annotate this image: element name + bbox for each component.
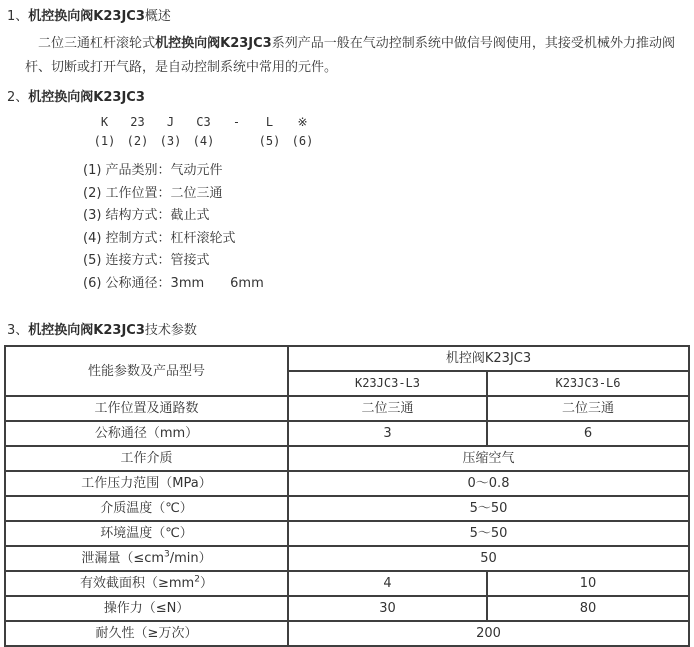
section3-number: 3、: [7, 323, 29, 338]
code-index: (3): [159, 134, 182, 148]
table-row: [5, 471, 689, 496]
spec-list: [83, 160, 688, 295]
section2-title-bold: 机控换向阀K23JC3: [28, 90, 145, 105]
row-value: 4: [288, 571, 487, 596]
row-value: 二位三通: [487, 396, 689, 421]
row-label: 介质温度（℃）: [5, 496, 288, 521]
section1-title-rest: 概述: [144, 9, 171, 24]
row-label: 泄漏量$(\le cm^3/\min)$: [5, 546, 288, 571]
technical-parameters-table: [4, 345, 690, 647]
row-value: 80: [487, 596, 689, 621]
row-label: 耐久性（≥万次）: [5, 621, 288, 646]
row-value: 0～0.8: [288, 471, 689, 496]
code-part: J: [166, 115, 175, 129]
section2-number: 2、: [7, 90, 29, 105]
table-body: [5, 396, 689, 646]
model-cell: K23JC3-L3: [288, 371, 487, 396]
spec-item: (6) 公称通径：3mm 6mm: [83, 275, 264, 291]
row-label: 环境温度（℃）: [5, 521, 288, 546]
row-value: 5～50: [288, 496, 689, 521]
section1-number: 1、: [7, 9, 29, 24]
superscript: 3: [164, 549, 170, 560]
table-row: [5, 521, 689, 546]
row-label: 操作力（≤N）: [5, 596, 288, 621]
model-code-index-row: [88, 132, 688, 151]
overview-paragraph: [25, 32, 675, 80]
para-pre: 二位三通杠杆滚轮式: [38, 36, 156, 51]
code-index: (2): [126, 134, 149, 148]
table-row: [5, 446, 689, 471]
table-row: [5, 546, 689, 571]
section2-heading: [7, 89, 688, 106]
row-value: 3: [288, 421, 487, 446]
superscript: 2: [194, 574, 200, 585]
section3-title-rest: 技术参数: [144, 323, 197, 338]
section3-title-bold: 机控换向阀K23JC3: [28, 323, 145, 338]
section1-heading: [7, 8, 688, 25]
table-row: [5, 396, 689, 421]
code-part: 23: [130, 115, 145, 129]
model-code-row: [88, 113, 688, 132]
table-row: [5, 596, 689, 621]
row-value: 10: [487, 571, 689, 596]
code-part: K: [100, 115, 109, 129]
spec-item: (4) 控制方式：杠杆滚轮式: [83, 230, 236, 246]
code-index: [220, 132, 253, 151]
code-index: (5): [258, 134, 281, 148]
table-row: [5, 421, 689, 446]
row-value: 200: [288, 621, 689, 646]
spec-item: (5) 连接方式：管接式: [83, 253, 210, 268]
table-row: [5, 571, 689, 596]
code-index: (1): [93, 134, 116, 148]
row-label: 工作压力范围（MPa）: [5, 471, 288, 496]
spec-item: (2) 工作位置：二位三通: [83, 185, 223, 201]
row-value: 30: [288, 596, 487, 621]
header-group: [288, 346, 689, 371]
row-label: 公称通径（mm）: [5, 421, 288, 446]
row-value: 压缩空气: [288, 446, 689, 471]
code-part: C3: [196, 115, 211, 129]
code-index: (6): [291, 134, 314, 148]
row-value: 5～50: [288, 521, 689, 546]
model-code-diagram: [88, 113, 688, 151]
model-cell: K23JC3-L6: [487, 371, 689, 396]
code-part: L: [265, 115, 274, 129]
code-part: ※: [297, 115, 308, 129]
row-value: 6: [487, 421, 689, 446]
header-group-label: 机控阀K23JC3: [445, 351, 532, 366]
row-value: 二位三通: [288, 396, 487, 421]
para-post: 系列产品一般在气动控制系统中做信号阀使用，其接受机械外力推动阀杆、切断或打开气路，是自动控制系统中常用的元件。: [25, 36, 675, 75]
code-part: -: [232, 115, 241, 129]
spec-item: (3) 结构方式：截止式: [83, 208, 210, 223]
spec-item: (1) 产品类别：气动元件: [83, 163, 223, 178]
table-row: [5, 496, 689, 521]
table-header-row: [5, 346, 689, 371]
row-value: 50: [288, 546, 689, 571]
row-label: 工作介质: [5, 446, 288, 471]
section1-title-bold: 机控换向阀K23JC3: [28, 9, 145, 24]
section3-heading: [7, 322, 688, 339]
code-index: (4): [192, 134, 215, 148]
row-label: 有效截面积$(\ge mm^2)$: [5, 571, 288, 596]
table-row: [5, 621, 689, 646]
header-col1: 性能参数及产品型号: [5, 346, 288, 396]
para-bold-model: 机控换向阀K23JC3: [155, 36, 272, 51]
row-label: 工作位置及通路数: [5, 396, 288, 421]
